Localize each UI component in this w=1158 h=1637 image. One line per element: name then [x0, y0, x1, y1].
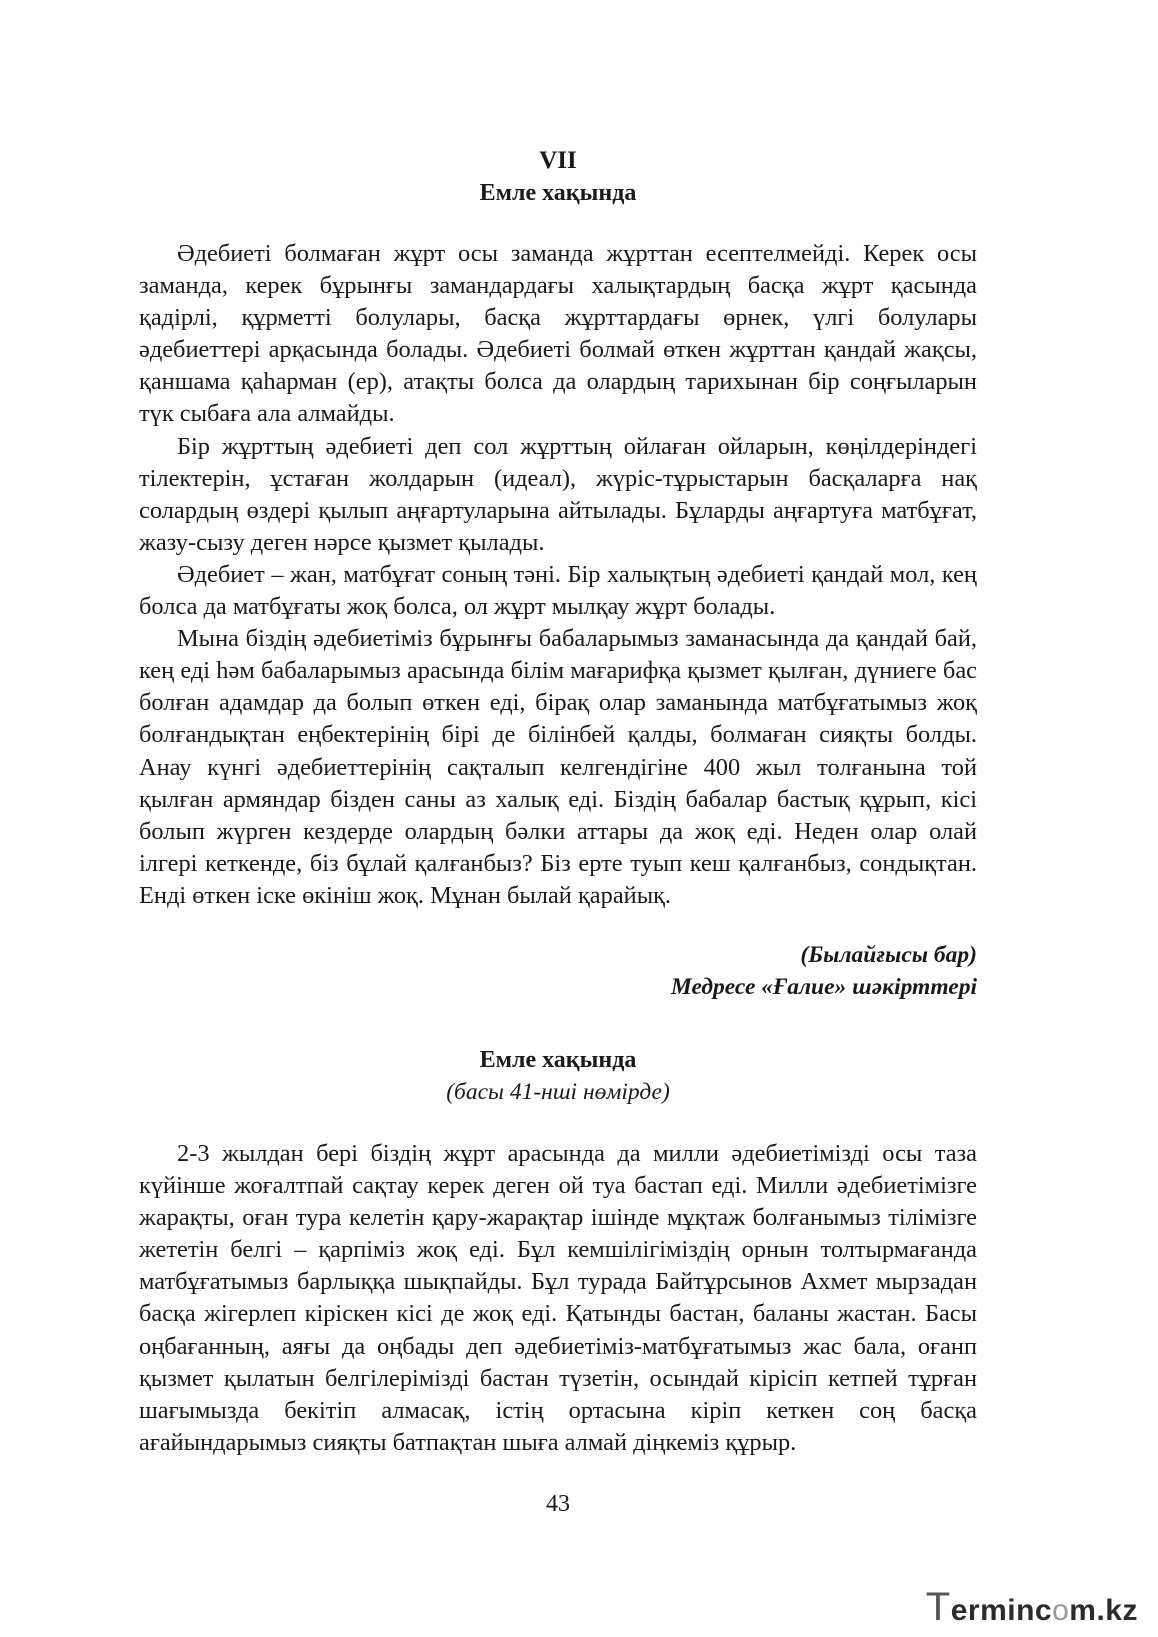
- section-number: VII: [539, 147, 577, 174]
- paragraph: Бір жұрттың әдебиеті деп сол жұрттың ойлаған ойларын, көңілдеріндегі тілектерін, ұстаған жолдарын (идеал), жүріс-тұрыстарын басқаларға нақ солардың өздері қылып аңғартуларына айтылады. Бұларды аңғартуға матбұғат, жазу-сызу деген нәрсе қызмет қылады.: [139, 432, 977, 556]
- article-subtitle: (басы 41-нші нөмірде): [446, 1079, 670, 1105]
- paragraph: Әдебиет – жан, матбұғат соның тәні. Бір халықтың әдебиеті қандай мол, кең болса да матбұғаты жоқ болса, ол жұрт мылқау жұрт болады.: [139, 560, 977, 621]
- paragraph: Әдебиеті болмаған жұрт осы заманда жұрттан есептелмейді. Керек осы заманда, керек бұрынғы замандардағы халықтардың басқа жұрт қасында қадірлі, құрметті болулары, басқа жұрттардағы өрнек, үлгі болулары әдебиеттері арқасында болады. Әдебиеті болмай өткен жұрттан қандай жақсы, қаншама қаһарман (ер), атақты болса да олардың тарихынан бір соңғыларын түк сыбаға ала алмайды.: [139, 240, 977, 428]
- article-title: Емле хақында: [479, 180, 637, 206]
- article-title: Емле хақында: [479, 1047, 637, 1073]
- author-line: Медресе «Ғалие» шәкірттері: [670, 974, 977, 1000]
- page-number: 43: [546, 1491, 570, 1517]
- article-signature: [139, 939, 977, 1003]
- paragraph: 2-3 жылдан бері біздің жұрт арасында да милли әдебиетімізді осы таза күйінше жоғалтпай сақтау керек деген ой туа бастап еді. Милли әдебиетімізге жарақты, оған тура келетін қару-жарақтар ішінде мұқтаж болғанымыз тілімізге жететін белгі – қарпіміз жоқ еді. Бұл кемшілігімiздің орнын толтырмағанда матбұғатымыз барлыққа шықпайды. Бұл турада Байтұрсынов Ахмет мырзадан басқа жігерлеп кіріскен кісі де жоқ еді. Қатынды бастан, баланы жастан. Басы оңбағанның, аяғы да оңбады деп әдебиетіміз-матбұғатымыз жас бала, оғанп қызмет қылатын белгілерімізді бастан түзетін, осындай кірісіп кетпей тұрған шағымызда бекітіп алмасақ, істің ортасына кіріп кеткен соң басқа ағайындарымыз сияқты батпақтан шыға алмай діңкеміз құрыр.: [139, 1140, 977, 1456]
- paragraph: Мына біздің әдебиетіміз бұрынғы бабаларымыз заманасында да қандай бай, кең еді һәм бабаларымыз арасында білім мағарифқа қызмет қылған, дүниеге бас болған адамдар да болып өткен еді, бірақ олар заманында матбұғатымыз жоқ болғандықтан еңбектерінің бірі де білінбей қалды, болмаған сияқты болды. Анау күнгі әдебиеттерінің сақталып келгендігіне 400 жыл толғанына той қылған армяндар бізден саны аз халық еді. Біздің бабалар бастық құрып, кісі болып жүрген кездерде олардың бәлки аттары да жоқ еді. Неден олар олай ілгері кеткенде, біз бұлай қалғанбыз? Біз ерте туып кеш қалғанбыз, сондықтан. Енді өткен іске өкініш жоқ. Мұнан былай қарайық.: [139, 625, 977, 909]
- article-body: [139, 1138, 977, 1459]
- continued-note: (Былайғысы бар): [800, 942, 977, 968]
- article-body: [139, 238, 977, 912]
- watermark-logo: Termincom.kz: [925, 1585, 1138, 1629]
